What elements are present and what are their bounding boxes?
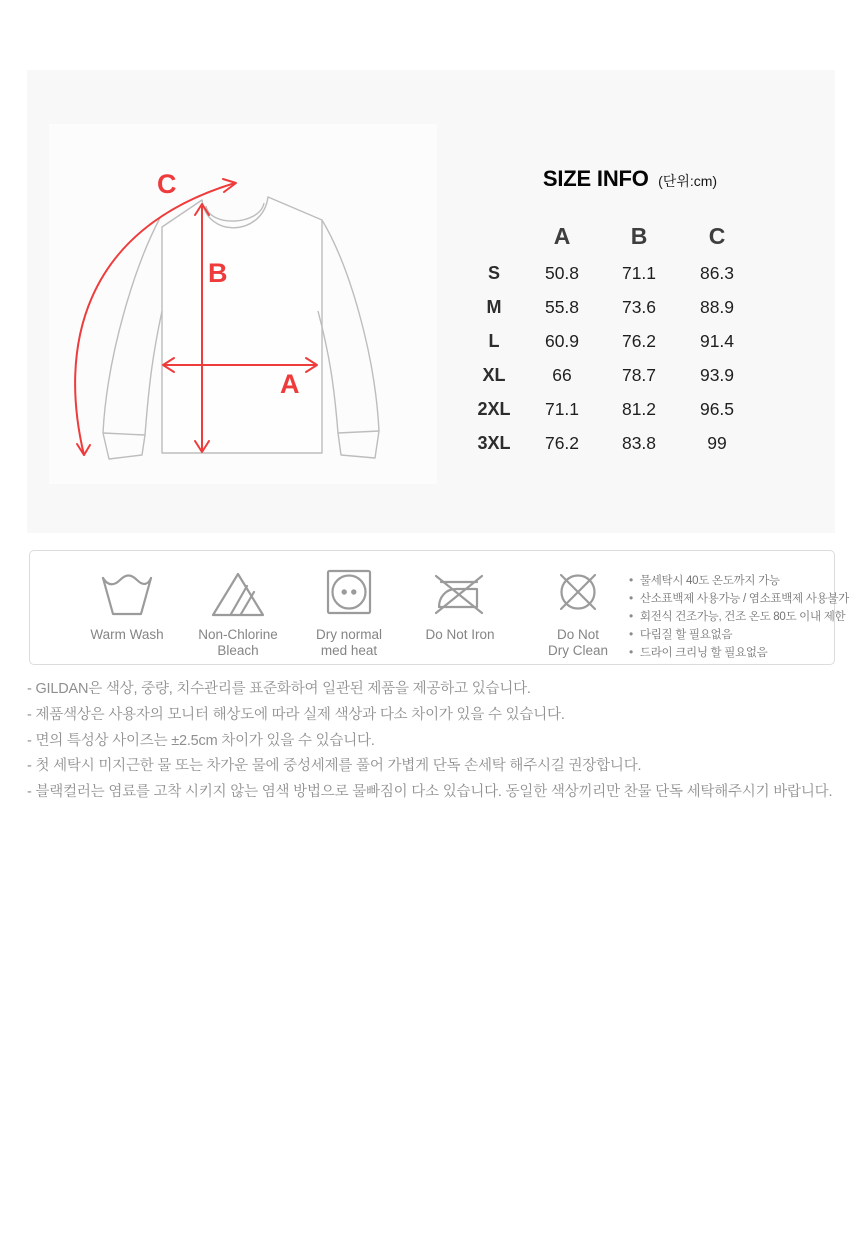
row-label: L	[488, 331, 500, 351]
row-label: XL	[482, 365, 506, 385]
care-bullet-text: 산소표백제 사용가능 / 염소표백제 사용불가	[639, 592, 849, 605]
care-label-line1: Dry normal	[315, 627, 382, 642]
size-cell: 76.2	[621, 331, 657, 351]
care-label-line1: Do Not Iron	[425, 627, 495, 642]
size-cell: 76.2	[544, 433, 580, 453]
do-not-iron-icon	[404, 565, 516, 623]
bullet-dot-icon: •	[629, 644, 633, 659]
care-bullet	[629, 590, 849, 608]
care-label-line2: med heat	[320, 642, 378, 658]
note-line: - 면의 특성상 사이즈는 ±2.5cm 차이가 있을 수 있습니다.	[27, 732, 375, 749]
bullet-dot-icon: •	[629, 573, 633, 587]
row-label: S	[487, 263, 500, 283]
do-not-dry-clean-icon	[522, 565, 634, 623]
diagram-label-a: A	[280, 369, 300, 399]
size-cell: 99	[707, 433, 727, 453]
garment-outline-icon	[103, 197, 379, 459]
note-line: - GILDAN은 색상, 중량, 치수관리를 표준화하여 일관된 제품을 제공하고 있습니다.	[27, 681, 531, 697]
care-item-warm-wash	[71, 565, 183, 643]
size-info-panel	[27, 70, 835, 533]
size-cell: 96.5	[699, 399, 735, 419]
care-label-line1: Non-Chlorine	[198, 627, 278, 642]
care-item-do-not-iron	[404, 565, 516, 643]
size-cell: 86.3	[699, 263, 735, 283]
care-bullet-text: 다림질 할 필요없음	[639, 628, 733, 641]
size-cell: 81.2	[621, 399, 657, 419]
garment-measurement-diagram	[45, 115, 435, 490]
care-instructions-box	[29, 550, 849, 665]
care-label-line1: Warm Wash	[90, 627, 164, 642]
size-cell: 83.8	[621, 433, 657, 453]
size-cell: 71.1	[544, 399, 580, 419]
care-bullet	[629, 572, 849, 590]
care-item-do-not-dry-clean	[522, 565, 634, 658]
note-line: - 블랙컬러는 염료를 고착 시키지 않는 염색 방법으로 물빠짐이 다소 있습니다. 동일한 색상끼리만 찬물 단독 세탁해주시기 바랍니다.	[27, 784, 833, 801]
size-cell: 91.4	[699, 331, 735, 351]
row-label: 2XL	[477, 399, 511, 419]
care-label	[71, 627, 183, 643]
care-bullet	[629, 626, 849, 644]
table-corner-cell	[464, 216, 524, 256]
care-label	[293, 627, 405, 658]
size-cell: 73.6	[621, 297, 657, 317]
row-label: 3XL	[477, 433, 511, 453]
product-notes	[27, 677, 842, 806]
note-line: - 첫 세탁시 미지근한 물 또는 차가운 물에 중성세제를 풀어 가볍게 단독 손세탁 해주시길 권장합니다.	[27, 758, 642, 775]
care-bullet-text: 드라이 크리닝 할 필요없음	[639, 646, 768, 659]
care-label-line2: Bleach	[217, 642, 259, 658]
care-bullet-text: 회전식 건조가능, 건조 온도 80도 이내 제한	[639, 610, 846, 623]
care-item-tumble-dry	[293, 565, 405, 658]
row-label: M	[486, 297, 502, 317]
warm-wash-icon	[71, 565, 183, 623]
care-bullet-list	[629, 572, 849, 662]
diagram-label-b: B	[208, 258, 228, 288]
size-info-title	[440, 166, 820, 195]
care-label-line1: Do Not	[556, 627, 600, 642]
care-bullet	[629, 608, 849, 626]
care-item-non-chlorine-bleach	[182, 565, 294, 658]
size-cell: 88.9	[699, 297, 735, 317]
care-label	[182, 627, 294, 658]
size-cell: 60.9	[544, 331, 580, 351]
size-info-title-text: SIZE INFO	[542, 166, 649, 191]
size-cell: 50.8	[544, 263, 580, 283]
tumble-dry-med-heat-icon	[293, 565, 405, 623]
care-label-line2: Dry Clean	[547, 642, 609, 658]
column-header-a: A	[553, 223, 571, 249]
bullet-dot-icon: •	[629, 608, 633, 623]
size-table	[464, 216, 756, 460]
size-cell: 93.9	[699, 365, 735, 385]
note-line: - 제품색상은 사용자의 모니터 해상도에 따라 실제 색상과 다소 차이가 있을 수 있습니다.	[27, 706, 565, 723]
care-bullet-text: 물세탁시 40도 온도까지 가능	[639, 575, 780, 587]
bullet-dot-icon: •	[629, 590, 633, 605]
care-bullet	[629, 644, 849, 662]
size-cell: 78.7	[621, 365, 657, 385]
non-chlorine-bleach-icon	[182, 565, 294, 623]
diagram-label-c: C	[157, 169, 177, 199]
bullet-dot-icon: •	[629, 626, 633, 641]
size-cell: 66	[552, 365, 572, 385]
column-header-b: B	[630, 223, 648, 249]
size-info-unit: (단위:cm)	[658, 173, 718, 189]
column-header-c: C	[708, 223, 726, 249]
care-label	[404, 627, 516, 643]
care-label	[522, 627, 634, 658]
size-cell: 71.1	[621, 263, 657, 283]
size-cell: 55.8	[544, 297, 580, 317]
